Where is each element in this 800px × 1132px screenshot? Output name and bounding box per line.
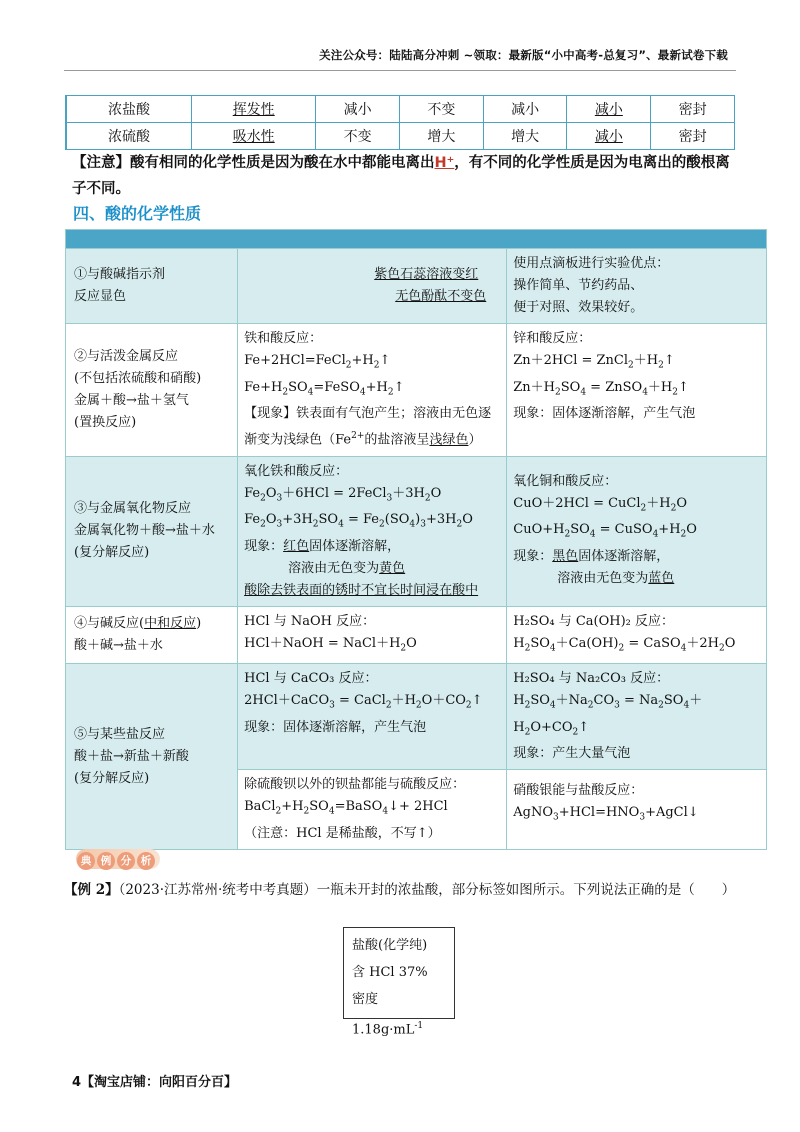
table-row: 除硫酸钡以外的钡盐都能与硫酸反应： $BaCl_2+H_2SO_4=BaSO_4↓+ 2HCl$ （注意：HCl 是稀盐酸，不写↑） 硝酸银能与盐酸反应： $AgNO_3+HCl=HNO_3+AgCl↓$: [66, 770, 767, 850]
reagent-label: 盐酸(化学纯) 含 HCl 37% 密度 $1.18g\cdot mL^{-1}$: [343, 927, 455, 1019]
equation: $BaCl_2+H_2SO_4=BaSO_4↓+ 2HCl$: [244, 799, 448, 818]
section-title: 四、酸的化学性质: [73, 204, 202, 223]
equation: HCl＋NaOH = $NaCl+H_2O$: [244, 635, 417, 654]
table-row: ③与金属氧化物反应 金属氧化物＋酸→盐＋水 (复分解反应) 氧化铁和酸反应： $Fe_2O_3+6HCl$ = $2FeCl_3+3H_2O$ $Fe_2O_3+3H_2SO_4 = Fe_2(SO_4)_3+3H_2O$ 现象：红色固体逐渐溶解， 溶液由无色变为黄色 酸除去铁表面的锈时不宜长时间浸在酸中 氧化铜和酸反应： $CuO+2HCl = CuCl_2+H_2O$ $CuO+H_2SO_4$ = $CuSO_4+H_2O$ 现象：黑色固体逐渐溶解， 溶液由无色变为蓝色: [66, 456, 767, 606]
table-header-bar: [66, 230, 767, 249]
concentrated-acid-table: [65, 95, 735, 150]
table-row: 浓盐酸 挥发性 减小 不变 减小 减小 密封: [66, 96, 735, 123]
equation: $CuO+H_2SO_4$ = $CuSO_4+H_2O$: [513, 522, 697, 540]
equation: $H_2SO_4+Ca(OH)_2$ = $CaSO_4+2H_2O$: [513, 635, 736, 654]
example-question: 【例 2】（2023·江苏常州·统考中考真题）一瓶未开封的浓盐酸，部分标签如图所示。下列说法正确的是（ ）: [64, 882, 736, 898]
header-divider: [64, 70, 736, 71]
equation: $Fe_2O_3+6HCl$ = $2FeCl_3+3H_2O$: [244, 485, 442, 504]
table-row: ④与碱反应(中和反应) 酸＋碱→盐＋水 HCl 与 NaOH 反应： HCl＋NaOH = $NaCl+H_2O$ H₂SO₄ 与 Ca(OH)₂ 反应： $H_2SO_4+Ca(OH)_2$ = $CaSO_4+2H_2O$: [66, 606, 767, 664]
equation: 2HCl＋CaCO$_3$ = $CaCl_2+H_2O+CO_2↑$: [244, 693, 483, 711]
equation: $AgNO_3+HCl=HNO_3+AgCl↓$: [513, 805, 699, 824]
note-paragraph: 【注意】酸有相同的化学性质是因为酸在水中都能电离出H⁺，有不同的化学性质是因为电离出的酸根离子不同。: [72, 155, 730, 197]
equation: $Fe+2HCl=FeCl_2+H_2↑$: [244, 353, 391, 371]
equation: $Fe_2O_3+3H_2SO_4 = Fe_2(SO_4)_3+3H_2O$: [244, 512, 473, 530]
acid-properties-table: [65, 229, 767, 850]
table-row: 浓硫酸 吸水性 不变 增大 增大 减小 密封: [66, 123, 735, 150]
table-row: ⑤与某些盐反应 酸＋盐→新盐＋新酸 (复分解反应) HCl 与 CaCO₃ 反应： 2HCl＋CaCO$_3$ = $CaCl_2+H_2O+CO_2↑$ 现象：固体逐渐溶解，产生气泡 H₂SO₄ 与 Na₂CO₃ 反应： $H_2SO_4+Na_2CO_3$ = $Na_2SO_4+H_2O+CO_2↑$ 现象：产生大量气泡: [66, 664, 767, 770]
equation: $Zn+2HCl = ZnCl_2+H_2↑$: [513, 353, 675, 371]
hydrogen-ion: H⁺: [434, 155, 455, 171]
equation: $CuO+2HCl = CuCl_2+H_2O$: [513, 495, 688, 514]
page-header: 关注公众号：陆陆高分冲刺 ~领取：最新版“小中高考-总复习”、最新试卷下载: [319, 48, 728, 62]
table-row: ②与活泼金属反应 (不包括浓硫酸和硝酸) 金属＋酸→盐＋氢气 (置换反应) 铁和酸反应： $Fe+2HCl=FeCl_2+H_2↑$ $Fe+H_2SO_4=FeSO_4+H_2↑$ 【现象】铁表面有气泡产生；溶液由无色逐渐变为浅绿色（$Fe^{2+}$的盐溶液呈浅绿色） 锌和酸反应： $Zn+2HCl = ZnCl_2+H_2↑$ $Zn+H_2SO_4$ = $ZnSO_4+H_2↑$ 现象：固体逐渐溶解，产生气泡: [66, 324, 767, 457]
equation: $Zn+H_2SO_4$ = $ZnSO_4+H_2↑$: [513, 379, 689, 398]
example-analysis-badge: 典 例 分 析: [76, 849, 160, 869]
equation: $Fe+H_2SO_4=FeSO_4+H_2↑$: [244, 379, 405, 398]
page-footer: 4【淘宝店铺：向阳百分百】: [72, 1075, 238, 1090]
equation: $H_2SO_4+Na_2CO_3$ = $Na_2SO_4+H_2O+CO_2↑$: [513, 693, 703, 738]
table-row: ①与酸碱指示剂 反应显色 紫色石蕊溶液变红 无色酚酞不变色 使用点滴板进行实验优点： 操作简单、节约药品、 便于对照、效果较好。: [66, 249, 767, 324]
